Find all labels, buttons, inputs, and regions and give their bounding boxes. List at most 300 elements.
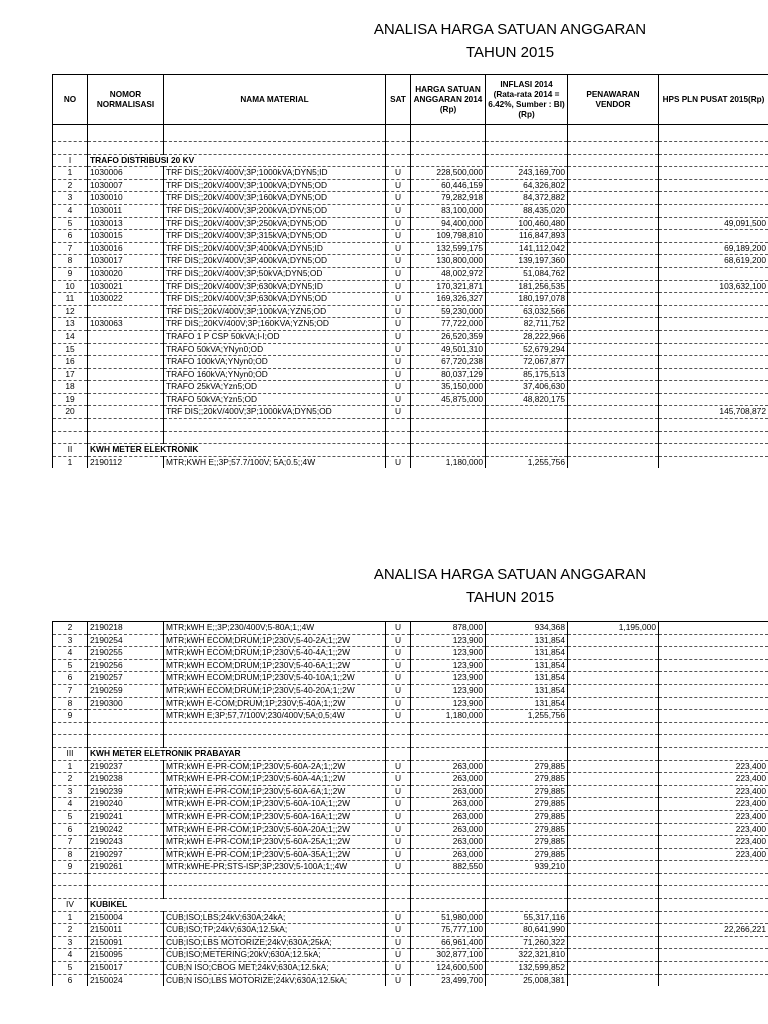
row-number-cell: 20 bbox=[53, 406, 88, 419]
satuan-cell: U bbox=[386, 911, 411, 924]
penawaran-vendor-cell bbox=[568, 330, 659, 343]
hps-pln-pusat-cell bbox=[659, 684, 768, 697]
spacer-row bbox=[53, 419, 768, 432]
harga-satuan-cell: 45,875,000 bbox=[411, 393, 486, 406]
penawaran-vendor-cell bbox=[568, 456, 659, 468]
col-header-inflasi: INFLASI 2014 (Rata-rata 2014 = 6.42%, Sumber : BI) (Rp) bbox=[486, 75, 568, 125]
nomor-normalisasi-cell: 1030022 bbox=[88, 293, 164, 306]
spacer-row bbox=[53, 142, 768, 155]
satuan-cell: U bbox=[386, 949, 411, 962]
row-number-cell: 2 bbox=[53, 179, 88, 192]
hps-pln-pusat-cell bbox=[659, 204, 768, 217]
table-row bbox=[53, 773, 768, 786]
table-row bbox=[53, 255, 768, 268]
satuan-cell: U bbox=[386, 936, 411, 949]
nomor-normalisasi-cell bbox=[88, 368, 164, 381]
harga-satuan-cell: 123,900 bbox=[411, 672, 486, 685]
harga-inflasi-cell: 934,368 bbox=[486, 622, 568, 635]
row-number-cell: 4 bbox=[53, 798, 88, 811]
nomor-normalisasi-cell: 2150004 bbox=[88, 911, 164, 924]
satuan-cell: U bbox=[386, 810, 411, 823]
nama-material-cell: TRF DIS;;20kV/400V;3P;160kVA;DYN5;OD bbox=[164, 192, 386, 205]
row-number-cell: 2 bbox=[53, 622, 88, 635]
nama-material-cell: TRF DIS;;20kV/400V;3P;1000kVA;DYN5;OD bbox=[164, 406, 386, 419]
hps-pln-pusat-cell bbox=[659, 647, 768, 660]
nama-material-cell: CUB;ISO;METERING;20kV;630A;12.5kA; bbox=[164, 949, 386, 962]
row-number-cell: 17 bbox=[53, 368, 88, 381]
penawaran-vendor-cell bbox=[568, 217, 659, 230]
penawaran-vendor-cell bbox=[568, 406, 659, 419]
satuan-cell: U bbox=[386, 622, 411, 635]
harga-inflasi-cell: 279,885 bbox=[486, 773, 568, 786]
harga-inflasi-cell: 279,885 bbox=[486, 785, 568, 798]
table-row bbox=[53, 861, 768, 874]
penawaran-vendor-cell bbox=[568, 179, 659, 192]
price-analysis-table-continued bbox=[52, 621, 768, 986]
row-number-cell: 14 bbox=[53, 330, 88, 343]
nomor-normalisasi-cell: 1030017 bbox=[88, 255, 164, 268]
table-row bbox=[53, 217, 768, 230]
hps-pln-pusat-cell bbox=[659, 861, 768, 874]
row-number-cell: 7 bbox=[53, 684, 88, 697]
penawaran-vendor-cell bbox=[568, 974, 659, 986]
penawaran-vendor-cell bbox=[568, 280, 659, 293]
penawaran-vendor-cell bbox=[568, 659, 659, 672]
harga-inflasi-cell: 132,599,852 bbox=[486, 962, 568, 975]
hps-pln-pusat-cell bbox=[659, 267, 768, 280]
harga-satuan-cell: 77,722,000 bbox=[411, 318, 486, 331]
nomor-normalisasi-cell: 2190300 bbox=[88, 697, 164, 710]
nomor-normalisasi-cell bbox=[88, 343, 164, 356]
nama-material-cell: MTR;kWH E-PR-COM;1P;230V;5-60A-6A;1;;2W bbox=[164, 785, 386, 798]
row-number-cell: 3 bbox=[53, 785, 88, 798]
section-number: IV bbox=[53, 899, 88, 912]
hps-pln-pusat-cell bbox=[659, 305, 768, 318]
col-header-no: NO bbox=[53, 75, 88, 125]
penawaran-vendor-cell bbox=[568, 305, 659, 318]
table-row bbox=[53, 393, 768, 406]
price-analysis-table bbox=[52, 74, 768, 468]
hps-pln-pusat-cell bbox=[659, 356, 768, 369]
nomor-normalisasi-cell bbox=[88, 381, 164, 394]
row-number-cell: 8 bbox=[53, 848, 88, 861]
nama-material-cell: TRF DIS;;20kV/400V;3P;1000kVA;DYN5;ID bbox=[164, 167, 386, 180]
harga-satuan-cell: 124,600,500 bbox=[411, 962, 486, 975]
nama-material-cell: MTR;kWH E-PR-COM;1P;230V;5-60A-25A;1;;2W bbox=[164, 836, 386, 849]
penawaran-vendor-cell bbox=[568, 242, 659, 255]
nama-material-cell: TRF DIS;;20kV/400V;3P;100kVA;DYN5;OD bbox=[164, 179, 386, 192]
nomor-normalisasi-cell: 1030013 bbox=[88, 217, 164, 230]
hps-pln-pusat-cell bbox=[659, 293, 768, 306]
harga-satuan-cell: 263,000 bbox=[411, 760, 486, 773]
satuan-cell: U bbox=[386, 393, 411, 406]
nama-material-cell: MTR;kWH ECOM;DRUM;1P;230V;5-40-4A;1;;2W bbox=[164, 647, 386, 660]
hps-pln-pusat-cell bbox=[659, 962, 768, 975]
row-number-cell: 5 bbox=[53, 962, 88, 975]
harga-inflasi-cell: 28,222,966 bbox=[486, 330, 568, 343]
row-number-cell: 9 bbox=[53, 710, 88, 723]
section-title: TRAFO DISTRIBUSI 20 KV bbox=[88, 154, 386, 167]
harga-satuan-cell: 1,180,000 bbox=[411, 710, 486, 723]
penawaran-vendor-cell bbox=[568, 710, 659, 723]
harga-inflasi-cell: 64,326,802 bbox=[486, 179, 568, 192]
row-number-cell: 4 bbox=[53, 949, 88, 962]
nomor-normalisasi-cell: 2190259 bbox=[88, 684, 164, 697]
hps-pln-pusat-cell bbox=[659, 192, 768, 205]
penawaran-vendor-cell bbox=[568, 861, 659, 874]
penawaran-vendor-cell bbox=[568, 949, 659, 962]
penawaran-vendor-cell bbox=[568, 634, 659, 647]
penawaran-vendor-cell bbox=[568, 785, 659, 798]
title-line-2: TAHUN 2015 bbox=[465, 589, 555, 606]
nama-material-cell: CUB;ISO;LBS MOTORIZE;24kV;630A;25kA; bbox=[164, 936, 386, 949]
hps-pln-pusat-cell: 223,400 bbox=[659, 836, 768, 849]
nama-material-cell: TRF DIS;;20kV/400V;3P;200kVA;DYN5;OD bbox=[164, 204, 386, 217]
spacer-row bbox=[53, 722, 768, 735]
hps-pln-pusat-cell: 103,632,100 bbox=[659, 280, 768, 293]
penawaran-vendor-cell bbox=[568, 962, 659, 975]
nomor-normalisasi-cell: 2150017 bbox=[88, 962, 164, 975]
hps-pln-pusat-cell: 223,400 bbox=[659, 810, 768, 823]
harga-inflasi-cell: 100,460,480 bbox=[486, 217, 568, 230]
table-row bbox=[53, 810, 768, 823]
satuan-cell: U bbox=[386, 924, 411, 937]
table-body bbox=[53, 622, 768, 987]
row-number-cell: 19 bbox=[53, 393, 88, 406]
penawaran-vendor-cell bbox=[568, 318, 659, 331]
harga-inflasi-cell: 80,641,990 bbox=[486, 924, 568, 937]
hps-pln-pusat-cell: 223,400 bbox=[659, 785, 768, 798]
row-number-cell: 1 bbox=[53, 167, 88, 180]
harga-inflasi-cell: 131,854 bbox=[486, 634, 568, 647]
hps-pln-pusat-cell: 223,400 bbox=[659, 773, 768, 786]
harga-inflasi-cell: 55,317,116 bbox=[486, 911, 568, 924]
table-row bbox=[53, 710, 768, 723]
nomor-normalisasi-cell: 1030016 bbox=[88, 242, 164, 255]
penawaran-vendor-cell: 1,195,000 bbox=[568, 622, 659, 635]
nama-material-cell: TRF DIS;;20KV/400V;3P;160KVA;YZN5;OD bbox=[164, 318, 386, 331]
penawaran-vendor-cell bbox=[568, 773, 659, 786]
satuan-cell: U bbox=[386, 672, 411, 685]
table-row bbox=[53, 230, 768, 243]
nama-material-cell: MTR;kWH ECOM;DRUM;1P;230V;5-40-2A;1;;2W bbox=[164, 634, 386, 647]
satuan-cell: U bbox=[386, 305, 411, 318]
satuan-cell: U bbox=[386, 204, 411, 217]
nomor-normalisasi-cell: 2190238 bbox=[88, 773, 164, 786]
table-row bbox=[53, 848, 768, 861]
table-row bbox=[53, 368, 768, 381]
satuan-cell: U bbox=[386, 330, 411, 343]
satuan-cell: U bbox=[386, 760, 411, 773]
harga-inflasi-cell: 139,197,360 bbox=[486, 255, 568, 268]
harga-satuan-cell: 94,400,000 bbox=[411, 217, 486, 230]
harga-inflasi-cell: 279,885 bbox=[486, 810, 568, 823]
table-row bbox=[53, 330, 768, 343]
penawaran-vendor-cell bbox=[568, 760, 659, 773]
row-number-cell: 6 bbox=[53, 230, 88, 243]
nomor-normalisasi-cell: 2190242 bbox=[88, 823, 164, 836]
harga-satuan-cell: 263,000 bbox=[411, 810, 486, 823]
harga-satuan-cell: 59,230,000 bbox=[411, 305, 486, 318]
harga-satuan-cell: 23,499,700 bbox=[411, 974, 486, 986]
nomor-normalisasi-cell: 1030007 bbox=[88, 179, 164, 192]
section-number: II bbox=[53, 444, 88, 457]
harga-satuan-cell: 49,501,310 bbox=[411, 343, 486, 356]
row-number-cell: 10 bbox=[53, 280, 88, 293]
harga-inflasi-cell: 322,321,810 bbox=[486, 949, 568, 962]
penawaran-vendor-cell bbox=[568, 697, 659, 710]
hps-pln-pusat-cell: 49,091,500 bbox=[659, 217, 768, 230]
harga-satuan-cell: 263,000 bbox=[411, 823, 486, 836]
harga-inflasi-cell: 131,854 bbox=[486, 672, 568, 685]
penawaran-vendor-cell bbox=[568, 393, 659, 406]
satuan-cell: U bbox=[386, 368, 411, 381]
nomor-normalisasi-cell: 2190261 bbox=[88, 861, 164, 874]
nama-material-cell: TRF DIS;;20kV/400V;3P;250kVA;DYN5;OD bbox=[164, 217, 386, 230]
harga-satuan-cell: 302,877,100 bbox=[411, 949, 486, 962]
harga-satuan-cell: 79,282,918 bbox=[411, 192, 486, 205]
harga-satuan-cell: 123,900 bbox=[411, 634, 486, 647]
table-row bbox=[53, 760, 768, 773]
nama-material-cell: TRAFO 50kVA;YNyn0;OD bbox=[164, 343, 386, 356]
spacer-row bbox=[53, 431, 768, 444]
row-number-cell: 4 bbox=[53, 647, 88, 660]
section-number: I bbox=[53, 154, 88, 167]
harga-satuan-cell: 1,180,000 bbox=[411, 456, 486, 468]
nomor-normalisasi-cell: 2190243 bbox=[88, 836, 164, 849]
row-number-cell: 8 bbox=[53, 255, 88, 268]
nama-material-cell: MTR;kWH E;3P;57,7/100V;230/400V;5A;0,5;4W bbox=[164, 710, 386, 723]
satuan-cell: U bbox=[386, 659, 411, 672]
hps-pln-pusat-cell bbox=[659, 230, 768, 243]
hps-pln-pusat-cell bbox=[659, 622, 768, 635]
nomor-normalisasi-cell: 2190240 bbox=[88, 798, 164, 811]
table-row bbox=[53, 305, 768, 318]
satuan-cell: U bbox=[386, 785, 411, 798]
table-row bbox=[53, 634, 768, 647]
section-row bbox=[53, 444, 768, 457]
hps-pln-pusat-cell bbox=[659, 697, 768, 710]
satuan-cell: U bbox=[386, 167, 411, 180]
harga-satuan-cell: 123,900 bbox=[411, 659, 486, 672]
penawaran-vendor-cell bbox=[568, 255, 659, 268]
penawaran-vendor-cell bbox=[568, 204, 659, 217]
page-title bbox=[300, 18, 720, 64]
nomor-normalisasi-cell: 2190237 bbox=[88, 760, 164, 773]
hps-pln-pusat-cell: 223,400 bbox=[659, 823, 768, 836]
table-row bbox=[53, 381, 768, 394]
col-header-sat: SAT bbox=[386, 75, 411, 125]
nama-material-cell: CUB;ISO;LBS;24kV;630A;24kA; bbox=[164, 911, 386, 924]
nomor-normalisasi-cell: 1030021 bbox=[88, 280, 164, 293]
row-number-cell: 1 bbox=[53, 456, 88, 468]
harga-inflasi-cell: 88,435,020 bbox=[486, 204, 568, 217]
section-row bbox=[53, 747, 768, 760]
harga-inflasi-cell: 243,169,700 bbox=[486, 167, 568, 180]
table-row bbox=[53, 672, 768, 685]
harga-satuan-cell: 878,000 bbox=[411, 622, 486, 635]
satuan-cell: U bbox=[386, 697, 411, 710]
row-number-cell: 1 bbox=[53, 760, 88, 773]
hps-pln-pusat-cell: 223,400 bbox=[659, 760, 768, 773]
harga-inflasi-cell: 85,175,513 bbox=[486, 368, 568, 381]
harga-satuan-cell: 80,037,129 bbox=[411, 368, 486, 381]
hps-pln-pusat-cell: 69,189,200 bbox=[659, 242, 768, 255]
row-number-cell: 5 bbox=[53, 217, 88, 230]
nomor-normalisasi-cell: 1030010 bbox=[88, 192, 164, 205]
row-number-cell: 7 bbox=[53, 242, 88, 255]
penawaran-vendor-cell bbox=[568, 167, 659, 180]
nama-material-cell: TRAFO 160kVA;YNyn0;OD bbox=[164, 368, 386, 381]
table-row bbox=[53, 267, 768, 280]
satuan-cell: U bbox=[386, 255, 411, 268]
harga-inflasi-cell: 131,854 bbox=[486, 697, 568, 710]
satuan-cell: U bbox=[386, 179, 411, 192]
row-number-cell: 1 bbox=[53, 911, 88, 924]
row-number-cell: 6 bbox=[53, 672, 88, 685]
table-row bbox=[53, 343, 768, 356]
table-row bbox=[53, 962, 768, 975]
penawaran-vendor-cell bbox=[568, 381, 659, 394]
penawaran-vendor-cell bbox=[568, 936, 659, 949]
nomor-normalisasi-cell: 2190255 bbox=[88, 647, 164, 660]
nama-material-cell: TRF DIS;;20kV/400V;3P;630kVA;DYN5;ID bbox=[164, 280, 386, 293]
table-row bbox=[53, 659, 768, 672]
nomor-normalisasi-cell: 2190256 bbox=[88, 659, 164, 672]
row-number-cell: 5 bbox=[53, 810, 88, 823]
nomor-normalisasi-cell: 1030020 bbox=[88, 267, 164, 280]
penawaran-vendor-cell bbox=[568, 343, 659, 356]
section-row bbox=[53, 899, 768, 912]
harga-inflasi-cell: 82,711,752 bbox=[486, 318, 568, 331]
harga-inflasi-cell: 116,847,893 bbox=[486, 230, 568, 243]
hps-pln-pusat-cell bbox=[659, 368, 768, 381]
spacer-row bbox=[53, 735, 768, 748]
satuan-cell: U bbox=[386, 230, 411, 243]
harga-inflasi-cell: 141,112,042 bbox=[486, 242, 568, 255]
nama-material-cell: TRF DIS;;20kV/400V;3P;400kVA;DYN5;OD bbox=[164, 255, 386, 268]
harga-satuan-cell: 263,000 bbox=[411, 798, 486, 811]
nomor-normalisasi-cell: 2190254 bbox=[88, 634, 164, 647]
row-number-cell: 3 bbox=[53, 936, 88, 949]
harga-inflasi-cell: 939,210 bbox=[486, 861, 568, 874]
harga-satuan-cell: 60,446,159 bbox=[411, 179, 486, 192]
table-row bbox=[53, 823, 768, 836]
table-row bbox=[53, 280, 768, 293]
satuan-cell: U bbox=[386, 192, 411, 205]
harga-inflasi-cell: 37,406,630 bbox=[486, 381, 568, 394]
nomor-normalisasi-cell: 2150011 bbox=[88, 924, 164, 937]
col-header-nama-material: NAMA MATERIAL bbox=[164, 75, 386, 125]
row-number-cell: 13 bbox=[53, 318, 88, 331]
harga-inflasi-cell: 1,255,756 bbox=[486, 710, 568, 723]
nomor-normalisasi-cell bbox=[88, 356, 164, 369]
satuan-cell: U bbox=[386, 634, 411, 647]
satuan-cell: U bbox=[386, 343, 411, 356]
satuan-cell: U bbox=[386, 217, 411, 230]
harga-inflasi-cell: 1,255,756 bbox=[486, 456, 568, 468]
row-number-cell: 2 bbox=[53, 773, 88, 786]
harga-satuan-cell: 51,980,000 bbox=[411, 911, 486, 924]
hps-pln-pusat-cell: 22,266,221 bbox=[659, 924, 768, 937]
hps-pln-pusat-cell: 223,400 bbox=[659, 848, 768, 861]
nama-material-cell: TRAFO 50kVA;Yzn5;OD bbox=[164, 393, 386, 406]
harga-satuan-cell: 263,000 bbox=[411, 848, 486, 861]
harga-satuan-cell: 123,900 bbox=[411, 684, 486, 697]
row-number-cell: 4 bbox=[53, 204, 88, 217]
harga-satuan-cell: 169,326,327 bbox=[411, 293, 486, 306]
col-header-penawaran-vendor: PENAWARAN VENDOR bbox=[568, 75, 659, 125]
nama-material-cell: TRAFO 25kVA;Yzn5;OD bbox=[164, 381, 386, 394]
hps-pln-pusat-cell bbox=[659, 974, 768, 986]
nama-material-cell: MTR;kWH E-PR-COM;1P;230V;5-60A-2A;1;;2W bbox=[164, 760, 386, 773]
hps-pln-pusat-cell bbox=[659, 318, 768, 331]
harga-inflasi-cell: 25,008,381 bbox=[486, 974, 568, 986]
hps-pln-pusat-cell bbox=[659, 381, 768, 394]
satuan-cell: U bbox=[386, 280, 411, 293]
hps-pln-pusat-cell bbox=[659, 343, 768, 356]
section-title: KWH METER ELETRONIK PRABAYAR bbox=[88, 747, 386, 760]
penawaran-vendor-cell bbox=[568, 798, 659, 811]
harga-inflasi-cell: 279,885 bbox=[486, 760, 568, 773]
table-row bbox=[53, 785, 768, 798]
table-row bbox=[53, 204, 768, 217]
table-row bbox=[53, 293, 768, 306]
table-row bbox=[53, 697, 768, 710]
table-row bbox=[53, 179, 768, 192]
satuan-cell: U bbox=[386, 293, 411, 306]
table-row bbox=[53, 192, 768, 205]
section-row bbox=[53, 154, 768, 167]
section-title: KWH METER ELEKTRONIK bbox=[88, 444, 386, 457]
nomor-normalisasi-cell: 1030006 bbox=[88, 167, 164, 180]
satuan-cell: U bbox=[386, 647, 411, 660]
hps-pln-pusat-cell bbox=[659, 167, 768, 180]
nomor-normalisasi-cell: 1030011 bbox=[88, 204, 164, 217]
hps-pln-pusat-cell bbox=[659, 936, 768, 949]
row-number-cell: 2 bbox=[53, 924, 88, 937]
harga-inflasi-cell: 180,197,078 bbox=[486, 293, 568, 306]
satuan-cell: U bbox=[386, 861, 411, 874]
table-body bbox=[53, 125, 768, 469]
harga-satuan-cell: 263,000 bbox=[411, 836, 486, 849]
satuan-cell: U bbox=[386, 381, 411, 394]
harga-inflasi-cell: 131,854 bbox=[486, 647, 568, 660]
table-row bbox=[53, 836, 768, 849]
spacer-row bbox=[53, 873, 768, 886]
row-number-cell: 6 bbox=[53, 823, 88, 836]
nama-material-cell: TRF DIS;;20kV/400V;3P;315kVA;DYN5;OD bbox=[164, 230, 386, 243]
nama-material-cell: CUB;N ISO;LBS MOTORIZE;24kV;630A;12.5kA; bbox=[164, 974, 386, 986]
row-number-cell: 12 bbox=[53, 305, 88, 318]
harga-inflasi-cell: 131,854 bbox=[486, 659, 568, 672]
nama-material-cell: MTR;kWH ECOM;DRUM;1P;230V;5-40-6A;1;;2W bbox=[164, 659, 386, 672]
nomor-normalisasi-cell: 1030015 bbox=[88, 230, 164, 243]
penawaran-vendor-cell bbox=[568, 230, 659, 243]
hps-pln-pusat-cell bbox=[659, 659, 768, 672]
spacer-row bbox=[53, 125, 768, 142]
satuan-cell: U bbox=[386, 962, 411, 975]
satuan-cell: U bbox=[386, 318, 411, 331]
table-row bbox=[53, 949, 768, 962]
hps-pln-pusat-cell: 223,400 bbox=[659, 798, 768, 811]
nomor-normalisasi-cell: 2190218 bbox=[88, 622, 164, 635]
table-row bbox=[53, 318, 768, 331]
row-number-cell: 16 bbox=[53, 356, 88, 369]
nama-material-cell: MTR;kWH ECOM;DRUM;1P;230V;5-40-20A;1;;2W bbox=[164, 684, 386, 697]
satuan-cell: U bbox=[386, 836, 411, 849]
harga-satuan-cell: 170,321,871 bbox=[411, 280, 486, 293]
